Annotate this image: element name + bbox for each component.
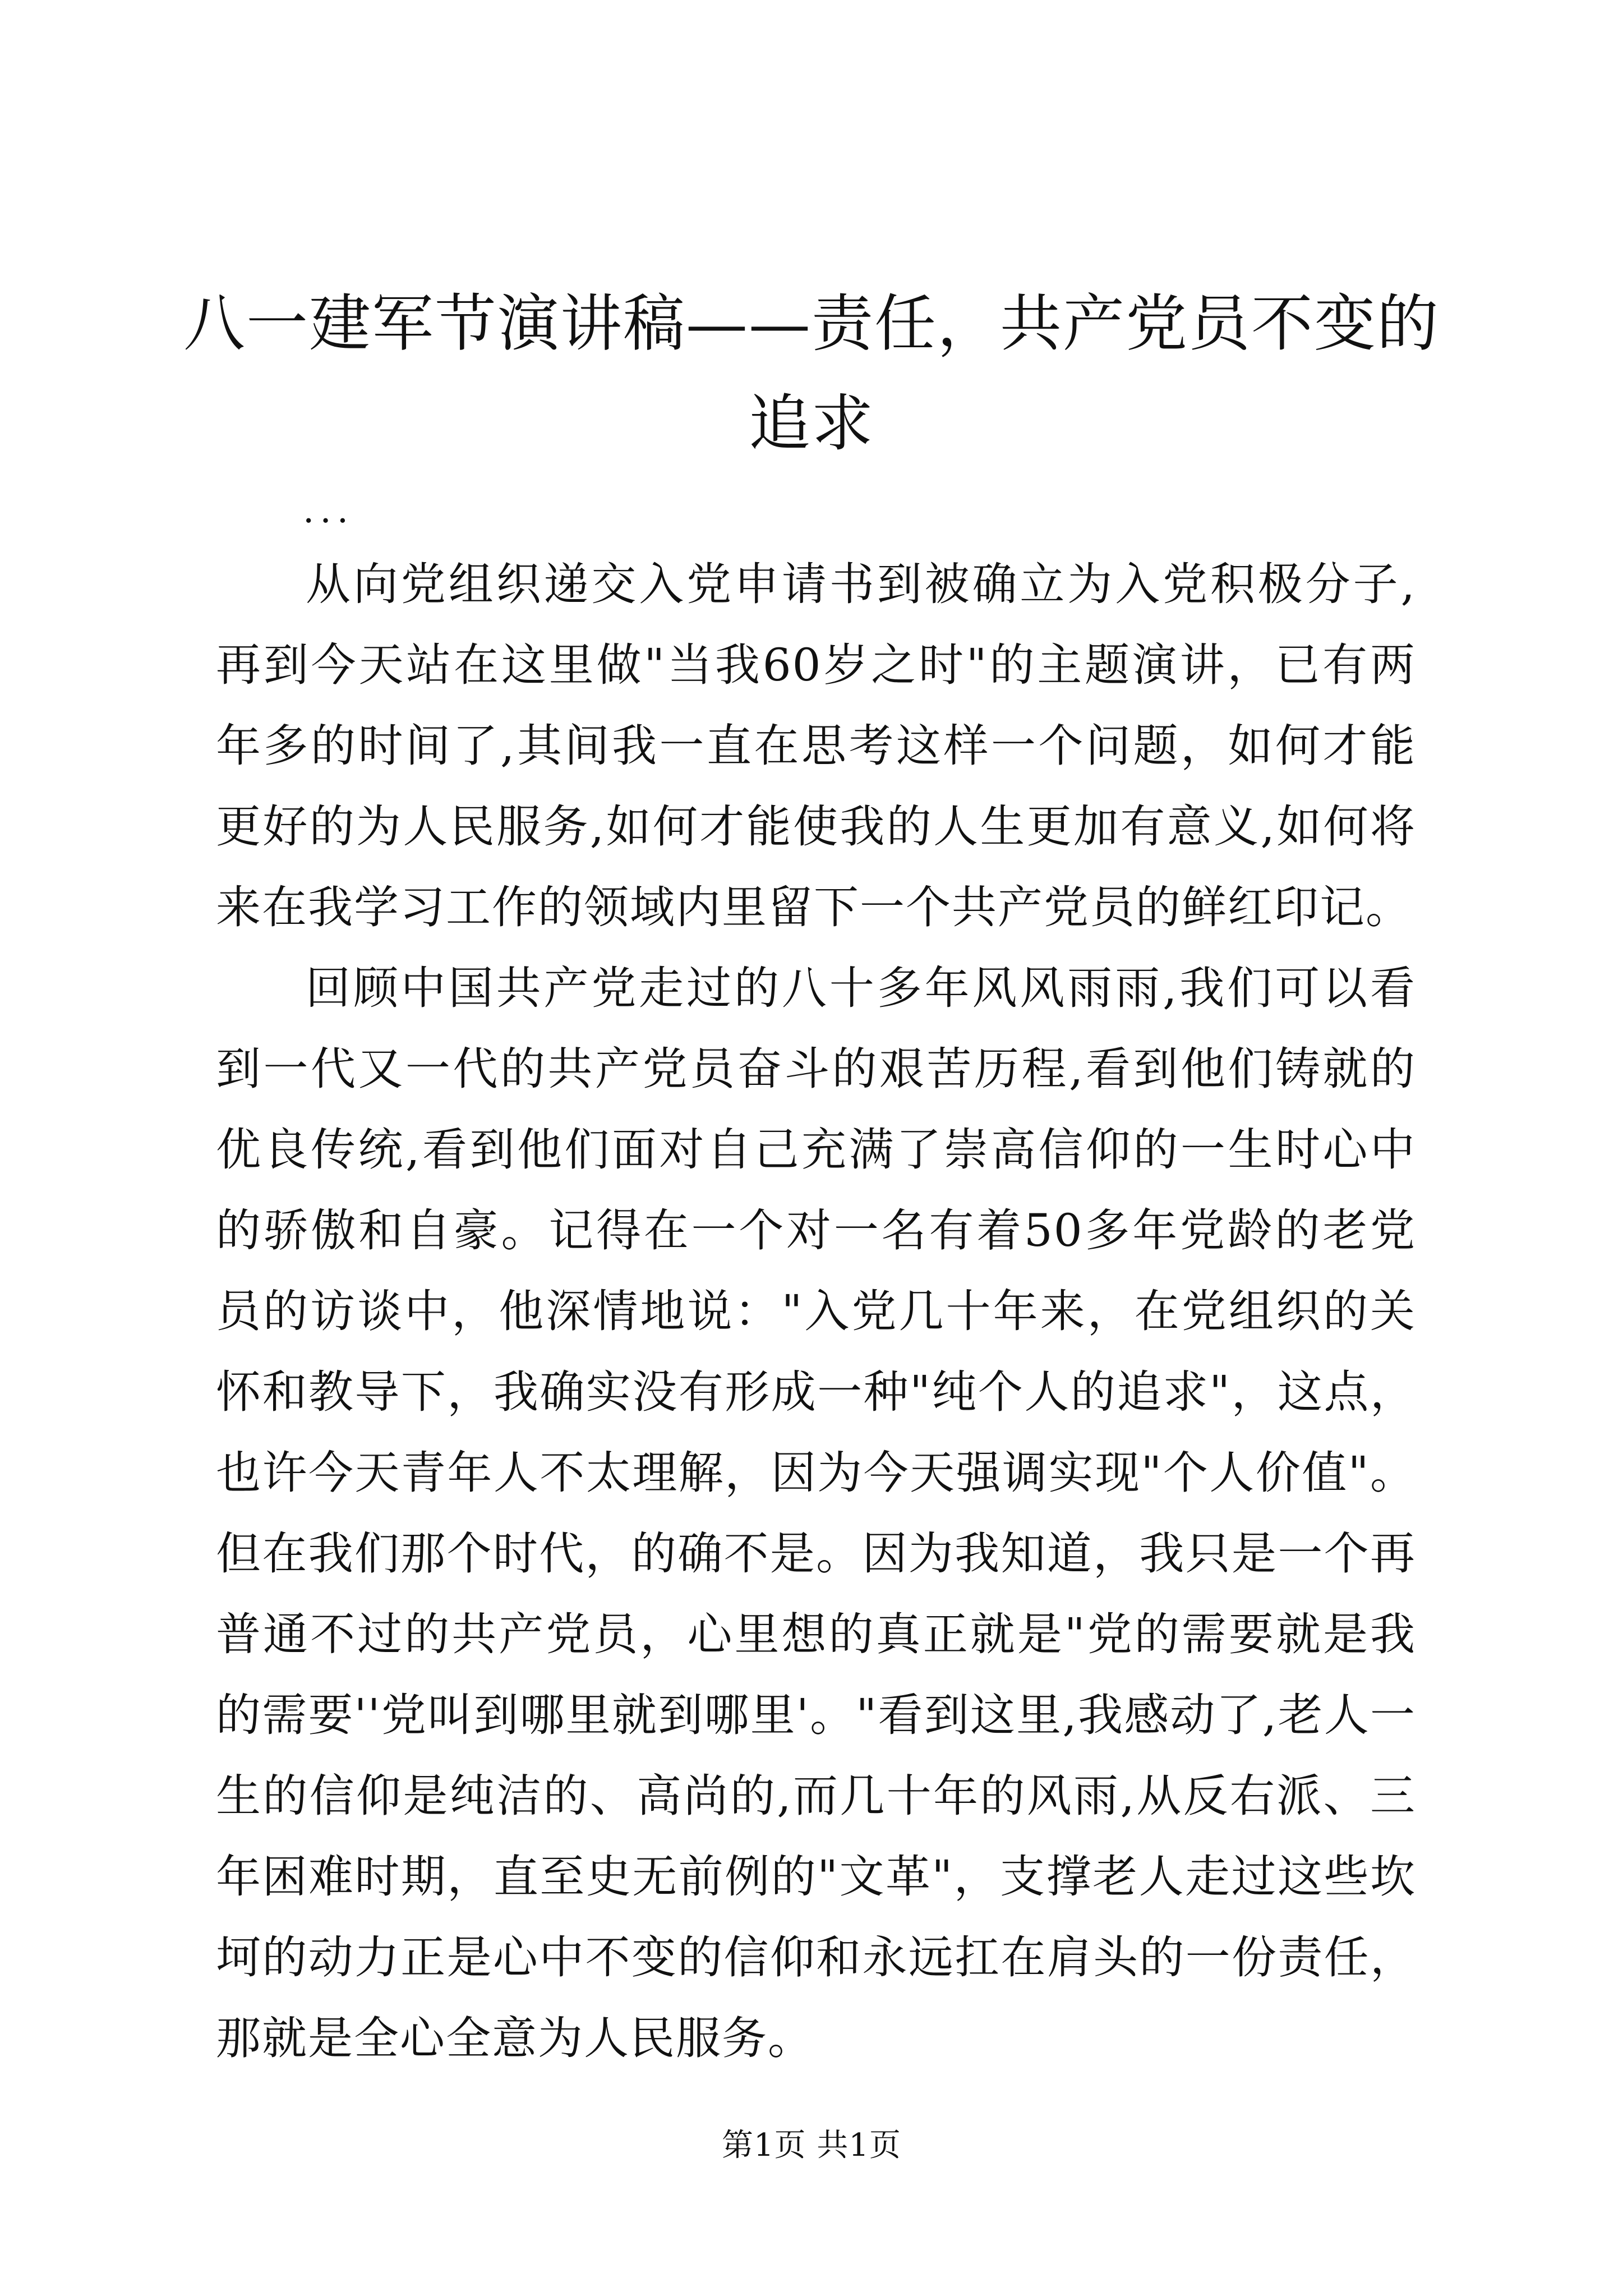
ellipsis-marker: ... [303,490,354,531]
page-footer: 第1页 共1页 [721,2127,902,2164]
document-body [216,544,1416,2079]
page-title: 八一建军节演讲稿——责任，共产党员不变的追求 [183,288,1440,459]
paragraph-1: 从向党组织递交入党申请书到被确立为入党积极分子,再到今天站在这里做"当我60岁之时"的主题演讲，已有两年多的时间了,其间我一直在思考这样一个问题，如何才能更好的为人民服务,如何才能使我的人生更加有意义,如何将来在我学习工作的领域内里留下一个共产党员的鲜红印记。 [216,558,1416,933]
paragraph-2: 回顾中国共产党走过的八十多年风风雨雨,我们可以看到一代又一代的共产党员奋斗的艰苦历程,看到他们铸就的优良传统,看到他们面对自己充满了崇高信仰的一生时心中的骄傲和自豪。记得在一个对一名有着50多年党龄的老党员的访谈中，他深情地说："入党几十年来，在党组织的关怀和教导下，我确实没有形成一种"纯个人的追求"，这点，也许今天青年人不太理解，因为今天强调实现"个人价值"。但在我们那个时代，的确不是。因为我知道，我只是一个再普通不过的共产党员，心里想的真正就是"党的需要就是我的需要''党叫到哪里就到哪里'。"看到这里,我感动了,老人一生的信仰是纯洁的、高尚的,而几十年的风雨,从反右派、三年困难时期，直至史无前例的"文革"，支撑老人走过这些坎坷的动力正是心中不变的信仰和永远扛在肩头的一份责任，那就是全心全意为人民服务。 [216,962,1416,2064]
